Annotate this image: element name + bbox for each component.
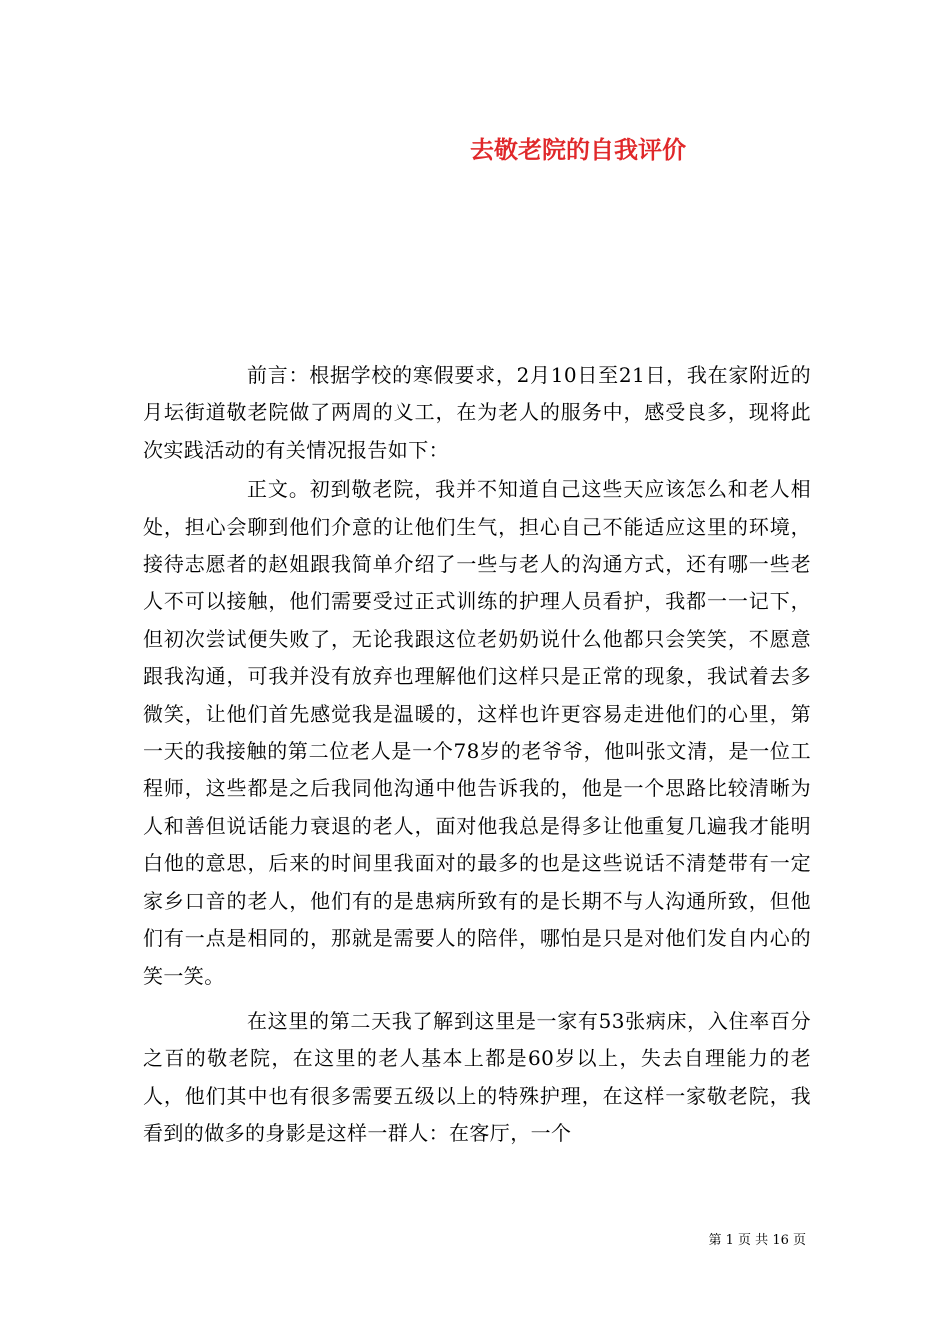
paragraph-second-day: 在这里的第二天我了解到这里是一家有53张病床，入住率百分之百的敬老院，在这里的老人基本上都是60岁以上，失去自理能力的老人，他们其中也有很多需要五级以上的特殊护理，在这样一家敬老院，我看到的做多的身影是这样一群人：在客厅，一个 — [143, 1008, 811, 1146]
paragraph-main-text: 正文。初到敬老院，我并不知道自己这些天应该怎么和老人相处，担心会聊到他们介意的让他们生气，担心自己不能适应这里的环境，接待志愿者的赵姐跟我简单介绍了一些与老人的沟通方式，还有哪一些老人不可以接触，他们需要受过正式训练的护理人员看护，我都一一记下，但初次尝试便失败了，无论我跟这位老奶奶说什么他都只会笑笑，不愿意跟我沟通，可我并没有放弃也理解他们这样只是正常的现象，我试着去多微笑，让他们首先感觉我是温暖的，这样也许更容易走进他们的心里，第一天的我接触的第二位老人是一个78岁的老爷爷，他叫张文清，是一位工程师，这些都是之后我同他沟通中他告诉我的，他是一个思路比较清晰为人和善但说话能力衰退的老人，面对他我总是得多让他重复几遍我才能明白他的意思，后来的时间里我面对的最多的也是这些说话不清楚带有一定家乡口音的老人，他们有的是患病所致有的是长期不与人沟通所致，但他们有一点是相同的，那就是需要人的陪伴，哪怕是只是对他们发自内心的笑一笑。 — [143, 477, 811, 988]
document-body — [143, 357, 811, 1153]
document-title: 去敬老院的自我评价 — [470, 135, 686, 164]
paragraph-preface: 前言：根据学校的寒假要求，2月10日至21日，我在家附近的月坛街道敬老院做了两周的义工，在为老人的服务中，感受良多，现将此次实践活动的有关情况报告如下： — [143, 363, 811, 462]
page-footer: 第 1 页 共 16 页 — [708, 1233, 806, 1248]
